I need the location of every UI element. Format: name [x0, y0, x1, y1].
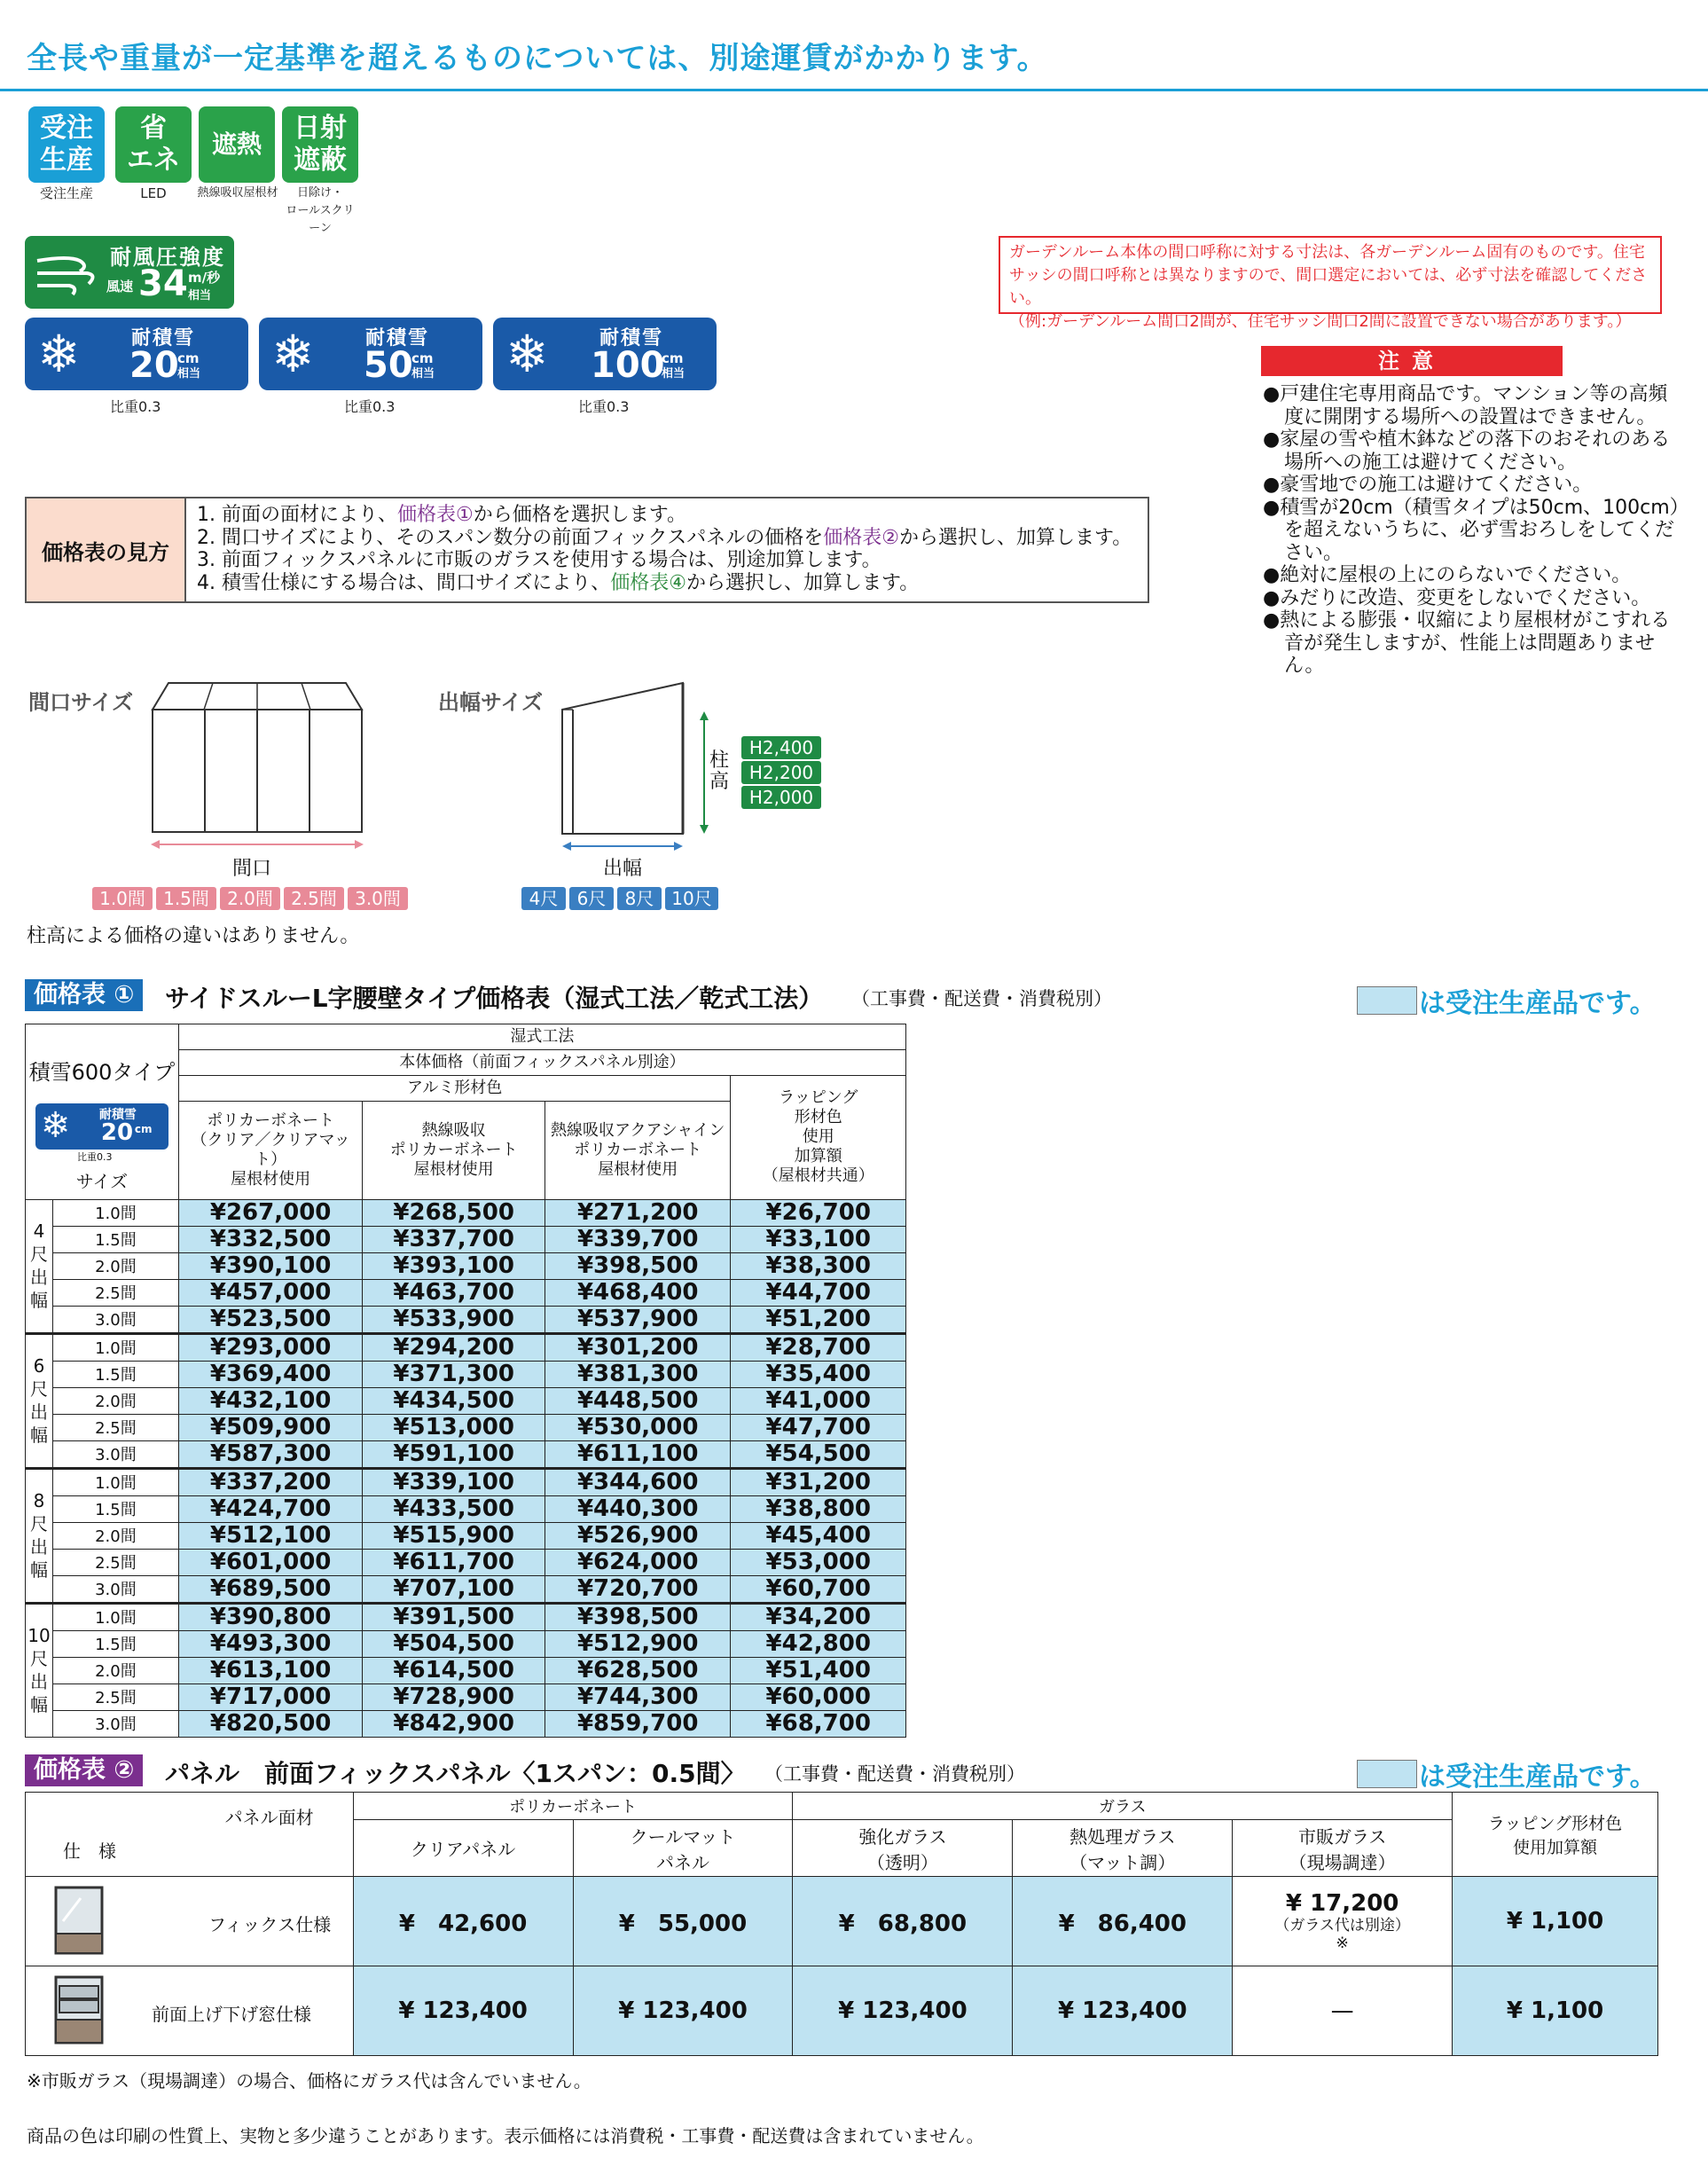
table-row	[26, 1387, 906, 1414]
price-cell: ¥613,100	[178, 1657, 363, 1683]
guide-item: 2. 間口サイズにより、そのスパン数分の前面フィックスパネルの価格を価格表②から選択し、加算します。	[197, 526, 1132, 549]
caution-item: ●豪雪地での施工は避けてください。	[1263, 474, 1593, 496]
price-cell: ¥391,500	[363, 1603, 545, 1630]
table-row	[26, 1468, 906, 1495]
depth-group-label: 4 尺 出 幅	[26, 1199, 53, 1333]
size-cell: 1.5間	[52, 1630, 178, 1657]
price-cell: ¥398,500	[545, 1603, 731, 1630]
market-glass-cell: —	[1233, 1966, 1453, 2056]
legend-swatch	[1357, 1760, 1417, 1788]
badge-heat-shield: 遮熱	[199, 106, 275, 183]
caution-item: ●絶対に屋根の上にのらないでください。	[1263, 564, 1632, 586]
legend-text: は受注生産品です。	[1419, 988, 1657, 1019]
price-cell: ¥68,700	[731, 1710, 906, 1737]
price-cell: ¥448,500	[545, 1387, 731, 1414]
price-table-1-subtitle: （工事費・配送費・消費税別）	[851, 988, 1112, 1009]
depth-size-chip: 6尺	[569, 887, 614, 910]
alum-color-header: アルミ形材色	[178, 1076, 731, 1102]
table-row	[26, 1361, 906, 1387]
snow-mini-badge: ❄ 耐積雪 20 cm	[35, 1103, 168, 1150]
frontage-diagram	[142, 674, 372, 852]
depth-group-label: 8 尺 出 幅	[26, 1468, 53, 1603]
size-header: サイズ	[75, 1170, 129, 1192]
price-cell: ¥268,500	[363, 1199, 545, 1226]
price-cell: ¥390,800	[178, 1603, 363, 1630]
snowflake-icon: ❄	[37, 324, 81, 384]
sash-window-icon	[54, 1975, 104, 2045]
snowflake-icon: ❄	[505, 324, 549, 384]
size-cell: 1.0間	[52, 1199, 178, 1226]
size-cell: 1.5間	[52, 1361, 178, 1387]
col-header: 熱線吸収アクアシャイン ポリカーボネート 屋根材使用	[545, 1102, 731, 1200]
footnote-general: 商品の色は印刷の性質上、実物と多少違うことがあります。表示価格には消費税・工事費・配送費は含まれていません。	[27, 2125, 984, 2147]
glass-group-header: ガラス	[793, 1793, 1453, 1820]
price-table-2-title: パネル 前面フィックスパネル〈1スパン：0.5間〉	[165, 1759, 746, 1788]
spec-corner-cell: パネル面材 仕 様	[26, 1793, 354, 1877]
size-cell: 1.0間	[52, 1333, 178, 1361]
caution-item: ●戸建住宅専用商品です。マンション等の高頻度に開閉する場所への設置はできません。	[1263, 383, 1668, 428]
badge-made-to-order: 受注 生産	[28, 106, 105, 183]
col-header: 熱処理ガラス （マット調）	[1013, 1820, 1233, 1877]
price-cell: ¥533,900	[363, 1306, 545, 1333]
snow-type-label: 積雪600タイプ	[26, 1024, 179, 1102]
caution-list	[1263, 383, 1680, 678]
price-cell: ¥707,100	[363, 1575, 545, 1603]
table-row	[26, 1575, 906, 1603]
badge-sun-shade: 日射 遮蔽	[282, 106, 358, 183]
size-cell: 2.5間	[52, 1414, 178, 1440]
size-cell: 2.0間	[52, 1522, 178, 1549]
caution-title: 注意	[1261, 346, 1563, 376]
price-cell: ¥ 55,000	[573, 1877, 793, 1966]
fix-panel-icon	[54, 1886, 104, 1955]
price-cell: ¥301,200	[545, 1333, 731, 1361]
price-cell: ¥530,000	[545, 1414, 731, 1440]
price-cell: ¥744,300	[545, 1683, 731, 1710]
snow-type-cell: ❄ 耐積雪 20 cm 比重0.3 サイズ	[26, 1102, 179, 1200]
wrap-header: ラッピング形材色 使用加算額	[1453, 1793, 1658, 1877]
table-row	[26, 1333, 906, 1361]
table-row	[26, 1199, 906, 1226]
table-row	[26, 1710, 906, 1737]
price-cell: ¥515,900	[363, 1522, 545, 1549]
price-table-2	[25, 1792, 1658, 2056]
spec-sash: 前面上げ下げ窓仕様	[26, 1966, 354, 2056]
width-size-chip: 1.5間	[156, 887, 216, 910]
price-cell: ¥51,200	[731, 1306, 906, 1333]
page-headline: 全長や重量が一定基準を超えるものについては、別途運賃がかかります。	[27, 41, 1048, 76]
col-header: 市販ガラス （現場調達）	[1233, 1820, 1453, 1877]
price-cell: ¥45,400	[731, 1522, 906, 1549]
snow-caption: 比重0.3	[110, 398, 161, 415]
wind-resistance-badge: 耐風圧強度 風速 34 m/秒 相当	[25, 236, 234, 309]
table-row	[26, 1657, 906, 1683]
col-header: クールマット パネル	[573, 1820, 793, 1877]
price-table-1	[25, 1024, 906, 1738]
guide-label: 価格表の見方	[27, 498, 186, 601]
price-cell: ¥523,500	[178, 1306, 363, 1333]
price-cell: ¥ 1,100	[1453, 1966, 1658, 2056]
table-row	[26, 1549, 906, 1575]
price-cell: ¥51,400	[731, 1657, 906, 1683]
footnote-glass: ※市販ガラス（現場調達）の場合、価格にガラス代は含んでいません。	[27, 2070, 592, 2092]
price-cell: ¥ 42,600	[353, 1877, 573, 1966]
depth-size-chip: 4尺	[521, 887, 566, 910]
snow-caption: 比重0.3	[578, 398, 630, 415]
price-cell: ¥60,700	[731, 1575, 906, 1603]
price-table-2-tag: 価格表 ②	[25, 1754, 143, 1786]
price-cell: ¥728,900	[363, 1683, 545, 1710]
price-cell: ¥33,100	[731, 1226, 906, 1252]
price-cell: ¥717,000	[178, 1683, 363, 1710]
size-cell: 1.0間	[52, 1603, 178, 1630]
table-row	[26, 1440, 906, 1468]
size-cell: 2.0間	[52, 1657, 178, 1683]
method-header: 湿式工法	[178, 1024, 905, 1050]
price-cell: ¥381,300	[545, 1361, 731, 1387]
price-cell: ¥332,500	[178, 1226, 363, 1252]
depth-group-label: 10 尺 出 幅	[26, 1603, 53, 1737]
headline-rule	[0, 89, 1708, 91]
price-cell: ¥344,600	[545, 1468, 731, 1495]
price-cell: ¥628,500	[545, 1657, 731, 1683]
col-header: 熱線吸収 ポリカーボネート 屋根材使用	[363, 1102, 545, 1200]
size-cell: 3.0間	[52, 1575, 178, 1603]
price-cell: ¥440,300	[545, 1495, 731, 1522]
price-cell: ¥339,700	[545, 1226, 731, 1252]
table-row	[26, 1495, 906, 1522]
price-cell: ¥ 123,400	[793, 1966, 1013, 2056]
price-cell: ¥337,200	[178, 1468, 363, 1495]
depth-size-title: 出幅サイズ	[438, 690, 544, 715]
badge-energy-saving: 省 エネ	[115, 106, 192, 183]
size-cell: 2.5間	[52, 1549, 178, 1575]
size-cell: 2.5間	[52, 1279, 178, 1306]
price-cell: ¥526,900	[545, 1522, 731, 1549]
price-cell: ¥371,300	[363, 1361, 545, 1387]
height-chip: H2,200	[741, 761, 821, 784]
price-cell: ¥591,100	[363, 1440, 545, 1468]
table-row	[26, 1683, 906, 1710]
height-price-note: 柱高による価格の違いはありません。	[27, 925, 360, 947]
height-chip: H2,000	[741, 786, 821, 809]
badge-caption: LED	[140, 185, 167, 201]
depth-label: 出幅	[603, 858, 643, 880]
caution-item: ●積雪が20cm（積雪タイプは50cm、100cm）を超えないうちに、必ず雪おろしをしてください。	[1263, 496, 1680, 564]
price-cell: ¥339,100	[363, 1468, 545, 1495]
price-cell: ¥512,100	[178, 1522, 363, 1549]
table-row	[26, 1630, 906, 1657]
price-cell: ¥537,900	[545, 1306, 731, 1333]
table-row	[26, 1226, 906, 1252]
height-chip: H2,400	[741, 736, 821, 759]
price-cell: ¥689,500	[178, 1575, 363, 1603]
depth-group-label: 6 尺 出 幅	[26, 1333, 53, 1468]
table-row	[26, 1306, 906, 1333]
size-cell: 1.5間	[52, 1495, 178, 1522]
height-label: 柱高	[709, 750, 730, 793]
spec-fix: フィックス仕様	[26, 1877, 354, 1966]
price-cell: ¥ 86,400	[1013, 1877, 1233, 1966]
price-cell: ¥ 68,800	[793, 1877, 1013, 1966]
badge-caption: 日除け・ ロールスクリーン	[286, 186, 355, 235]
price-cell: ¥271,200	[545, 1199, 731, 1226]
col-header: 強化ガラス （透明）	[793, 1820, 1013, 1877]
table-row	[26, 1522, 906, 1549]
size-cell: 1.0間	[52, 1468, 178, 1495]
legend-swatch	[1357, 986, 1417, 1015]
price-table-1-tag: 価格表 ①	[25, 979, 143, 1011]
price-cell: ¥432,100	[178, 1387, 363, 1414]
price-cell: ¥434,500	[363, 1387, 545, 1414]
price-cell: ¥34,200	[731, 1603, 906, 1630]
snow-load-badge-50: ❄ 耐積雪 50 cm 相当	[259, 318, 482, 390]
price-cell: ¥47,700	[731, 1414, 906, 1440]
price-cell: ¥509,900	[178, 1414, 363, 1440]
table-row	[26, 1414, 906, 1440]
guide-item: 1. 前面の面材により、価格表①から価格を選択します。	[197, 504, 686, 526]
caution-item: ●熱による膨張・収縮により屋根材がこすれる音が発生しますが、性能上は問題ありません。	[1263, 609, 1671, 677]
price-cell: ¥31,200	[731, 1468, 906, 1495]
caution-item: ●みだりに改造、変更をしないでください。	[1263, 586, 1651, 609]
price-cell: ¥60,000	[731, 1683, 906, 1710]
price-cell: ¥38,300	[731, 1252, 906, 1279]
size-cell: 2.5間	[52, 1683, 178, 1710]
price-cell: ¥513,000	[363, 1414, 545, 1440]
col-header: クリアパネル	[353, 1820, 573, 1877]
table-row	[26, 1603, 906, 1630]
body-price-header: 本体価格（前面フィックスパネル別途）	[178, 1050, 905, 1076]
badge-caption: 受注生産	[39, 185, 93, 201]
price-cell: ¥601,000	[178, 1549, 363, 1575]
price-table-1-title: サイドスルーL字腰壁タイプ価格表（湿式工法／乾式工法）	[165, 984, 824, 1013]
price-cell: ¥42,800	[731, 1630, 906, 1657]
price-cell: ¥ 123,400	[573, 1966, 793, 2056]
snow-load-badge-100: ❄ 耐積雪 100 cm 相当	[493, 318, 717, 390]
badge-caption: 熱線吸収屋根材	[197, 186, 278, 200]
size-cell: 2.0間	[52, 1387, 178, 1414]
depth-size-chip: 10尺	[665, 887, 718, 910]
sizing-warning-box: ガーデンルーム本体の間口呼称に対する寸法は、各ガーデンルーム固有のものです。住宅 サッシの間口呼称とは異なりますので、間口選定においては、必ず寸法を確認してください。 （例:ガーデンルーム間口2間が、住宅サッシ間口2間に設置できない場合があります。）	[999, 236, 1662, 314]
width-label: 間口	[232, 858, 272, 880]
price-cell: ¥ 123,400	[353, 1966, 573, 2056]
price-cell: ¥293,000	[178, 1333, 363, 1361]
price-cell: ¥337,700	[363, 1226, 545, 1252]
market-glass-cell: ¥ 17,200 （ガラス代は別途） ※	[1233, 1877, 1453, 1966]
snowflake-icon: ❄	[40, 1104, 71, 1146]
price-cell: ¥38,800	[731, 1495, 906, 1522]
snow-load-badge-20: ❄ 耐積雪 20 cm 相当	[25, 318, 248, 390]
price-cell: ¥468,400	[545, 1279, 731, 1306]
price-cell: ¥624,000	[545, 1549, 731, 1575]
price-cell: ¥ 1,100	[1453, 1877, 1658, 1966]
price-cell: ¥463,700	[363, 1279, 545, 1306]
price-cell: ¥614,500	[363, 1657, 545, 1683]
price-cell: ¥369,400	[178, 1361, 363, 1387]
size-cell: 3.0間	[52, 1440, 178, 1468]
depth-size-chip: 8尺	[617, 887, 662, 910]
price-cell: ¥294,200	[363, 1333, 545, 1361]
table-row	[26, 1279, 906, 1306]
price-cell: ¥53,000	[731, 1549, 906, 1575]
price-cell: ¥512,900	[545, 1630, 731, 1657]
projection-diagram	[550, 674, 718, 860]
price-cell: ¥41,000	[731, 1387, 906, 1414]
price-cell: ¥504,500	[363, 1630, 545, 1657]
price-table-guide	[25, 497, 1149, 603]
price-cell: ¥424,700	[178, 1495, 363, 1522]
price-cell: ¥493,300	[178, 1630, 363, 1657]
price-cell: ¥26,700	[731, 1199, 906, 1226]
snowflake-icon: ❄	[271, 324, 315, 384]
price-cell: ¥820,500	[178, 1710, 363, 1737]
width-size-title: 間口サイズ	[28, 690, 134, 715]
width-size-chip: 2.5間	[284, 887, 344, 910]
price-cell: ¥393,100	[363, 1252, 545, 1279]
size-cell: 3.0間	[52, 1306, 178, 1333]
size-cell: 1.5間	[52, 1226, 178, 1252]
price-cell: ¥611,100	[545, 1440, 731, 1468]
price-cell: ¥720,700	[545, 1575, 731, 1603]
price-cell: ¥587,300	[178, 1440, 363, 1468]
price-cell: ¥433,500	[363, 1495, 545, 1522]
guide-item: 4. 積雪仕様にする場合は、間口サイズにより、価格表④から選択し、加算します。	[197, 571, 920, 594]
size-cell: 2.0間	[52, 1252, 178, 1279]
price-cell: ¥54,500	[731, 1440, 906, 1468]
wrap-color-header: ラッピング 形材色 使用 加算額 （屋根材共通）	[731, 1076, 906, 1200]
price-cell: ¥35,400	[731, 1361, 906, 1387]
price-table-2-subtitle: （工事費・配送費・消費税別）	[764, 1763, 1025, 1785]
price-cell: ¥859,700	[545, 1710, 731, 1737]
guide-item: 3. 前面フィックスパネルに市販のガラスを使用する場合は、別途加算します。	[197, 549, 881, 571]
price-cell: ¥267,000	[178, 1199, 363, 1226]
caution-item: ●家屋の雪や植木鉢などの落下のおそれのある場所への施工は避けてください。	[1263, 428, 1671, 474]
price-cell: ¥44,700	[731, 1279, 906, 1306]
size-cell: 3.0間	[52, 1710, 178, 1737]
price-cell: ¥ 123,400	[1013, 1966, 1233, 2056]
legend-text: は受注生産品です。	[1419, 1762, 1657, 1793]
snow-caption: 比重0.3	[344, 398, 396, 415]
price-cell: ¥457,000	[178, 1279, 363, 1306]
price-cell: ¥390,100	[178, 1252, 363, 1279]
width-size-chip: 3.0間	[348, 887, 408, 910]
col-header: ポリカーボネート （クリア／クリアマット） 屋根材使用	[178, 1102, 363, 1200]
wind-icon	[34, 248, 101, 296]
price-cell: ¥611,700	[363, 1549, 545, 1575]
price-cell: ¥28,700	[731, 1333, 906, 1361]
poly-group-header: ポリカーボネート	[353, 1793, 793, 1820]
width-size-chip: 1.0間	[92, 887, 153, 910]
price-cell: ¥842,900	[363, 1710, 545, 1737]
table-row	[26, 1252, 906, 1279]
width-size-chip: 2.0間	[220, 887, 280, 910]
price-cell: ¥398,500	[545, 1252, 731, 1279]
